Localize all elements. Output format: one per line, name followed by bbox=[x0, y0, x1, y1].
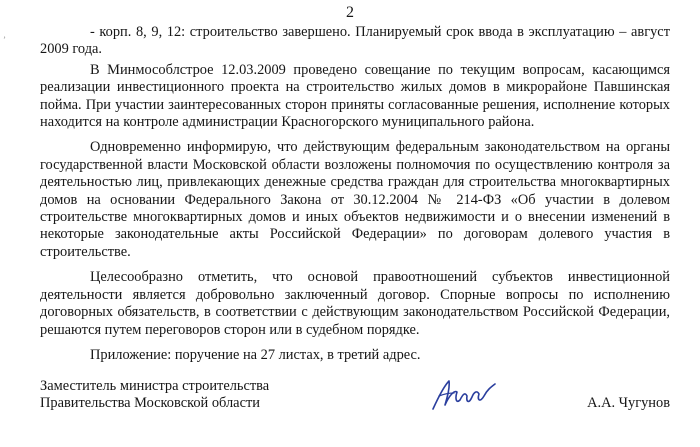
signer-title-line-2: Правительства Московской области bbox=[40, 395, 260, 412]
handwritten-signature bbox=[430, 376, 498, 414]
paragraph-contract: Целесообразно отметить, что основой правоотношений субъектов инвестиционной деятельности является добровольно заключенный договор. Спорные вопросы по исполнению договорных обязательств, в соответствии с действующим законодательством Российской Федерации, решаются путем переговоров сторон или в судебном порядке. bbox=[40, 269, 670, 338]
paragraph-meeting: В Минмособлстрое 12.03.2009 проведено совещание по текущим вопросам, касающимся реализации инвестиционного проекта на строительство жилых домов в микрорайоне Павшинская пойма. При участии заинтересованных сторон приняты согласованные решения, исполнение которых находится на контроле администрации Красногорского муниципального района. bbox=[40, 61, 670, 131]
page-number: 2 bbox=[346, 4, 354, 21]
paragraph-construction-status: - корп. 8, 9, 12: строительство завершено. Планируемый срок ввода в эксплуатацию – август 2009 года. bbox=[40, 24, 670, 58]
signer-title-line-1: Заместитель министра строительства bbox=[40, 378, 270, 394]
paragraph-attachment: Приложение: поручение на 27 листах, в третий адрес. bbox=[90, 346, 421, 363]
margin-mark: ʼ bbox=[3, 35, 6, 45]
signature-block bbox=[40, 378, 670, 413]
paragraph-legislation: Одновременно информирую, что действующим федеральным законодательством на органы государственной власти Московской области возложены полномочия по осуществлению контроля за деятельностью лиц, привлекающих денежные средства граждан для строительства многоквартирных домов на основании Федерального Закона от 30.12.2004 № 214-ФЗ «Об участии в долевом строительстве многоквартирных домов и иных объектов недвижимости и о внесении изменений в некоторые законодательные акты Российской Федерации» по договорам долевого участия в строительстве. bbox=[40, 139, 670, 260]
signer-name: А.А. Чугунов bbox=[587, 395, 670, 411]
letter-body bbox=[40, 24, 670, 372]
